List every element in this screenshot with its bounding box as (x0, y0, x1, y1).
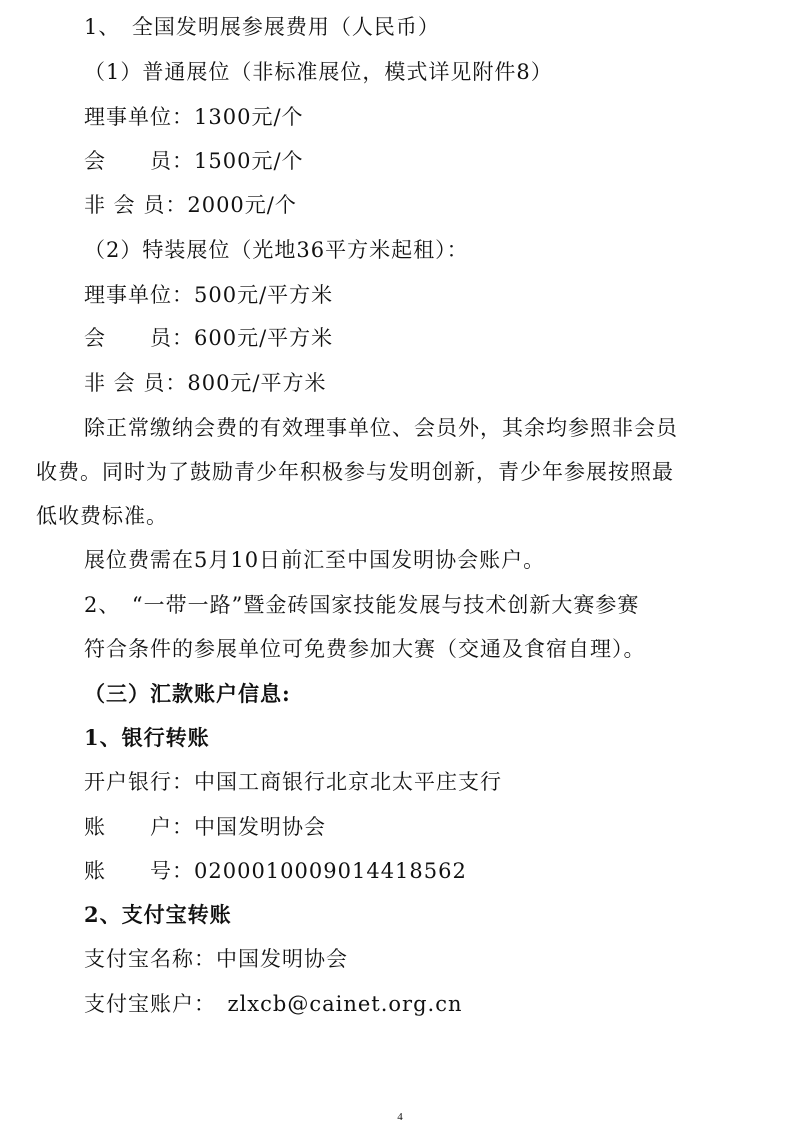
exhibition-fee-heading: 1、 全国发明展参展费用（人民币） (84, 15, 440, 39)
page-number: 4 (397, 1111, 403, 1123)
standard-booth-council-price: 理事单位：1300元/个 (84, 105, 304, 129)
account-holder: 账 户：中国发明协会 (84, 815, 326, 839)
fee-note-line-2: 收费。同时为了鼓励青少年积极参与发明创新，青少年参展按照最 (36, 460, 674, 484)
alipay-account: 支付宝账户： zlxcb@cainet.org.cn (84, 992, 463, 1016)
special-booth-heading: （2）特装展位（光地36平方米起租）： (84, 238, 469, 262)
account-number: 账 号：0200010009014418562 (84, 859, 467, 883)
standard-booth-nonmember-price: 非 会 员：2000元/个 (84, 193, 297, 217)
fee-note-line-3: 低收费标准。 (36, 504, 168, 528)
special-booth-member-price: 会 员：600元/平方米 (84, 326, 334, 350)
competition-heading: 2、 “一带一路”暨金砖国家技能发展与技术创新大赛参赛 (84, 593, 640, 617)
remittance-info-heading: （三）汇款账户信息: (84, 681, 291, 706)
standard-booth-member-price: 会 员：1500元/个 (84, 149, 304, 173)
special-booth-nonmember-price: 非 会 员：800元/平方米 (84, 371, 327, 395)
alipay-transfer-heading: 2、支付宝转账 (84, 902, 232, 927)
standard-booth-heading: （1）普通展位（非标准展位，模式详见附件8） (84, 60, 553, 84)
payment-deadline: 展位费需在5月10日前汇至中国发明协会账户。 (84, 548, 546, 572)
bank-transfer-heading: 1、银行转账 (84, 725, 210, 750)
fee-note-line-1: 除正常缴纳会费的有效理事单位、会员外，其余均参照非会员 (84, 416, 678, 440)
special-booth-council-price: 理事单位：500元/平方米 (84, 283, 334, 307)
alipay-name: 支付宝名称：中国发明协会 (84, 947, 348, 971)
competition-note: 符合条件的参展单位可免费参加大赛（交通及食宿自理）。 (84, 637, 646, 661)
bank-name: 开户银行：中国工商银行北京北太平庄支行 (84, 770, 502, 794)
